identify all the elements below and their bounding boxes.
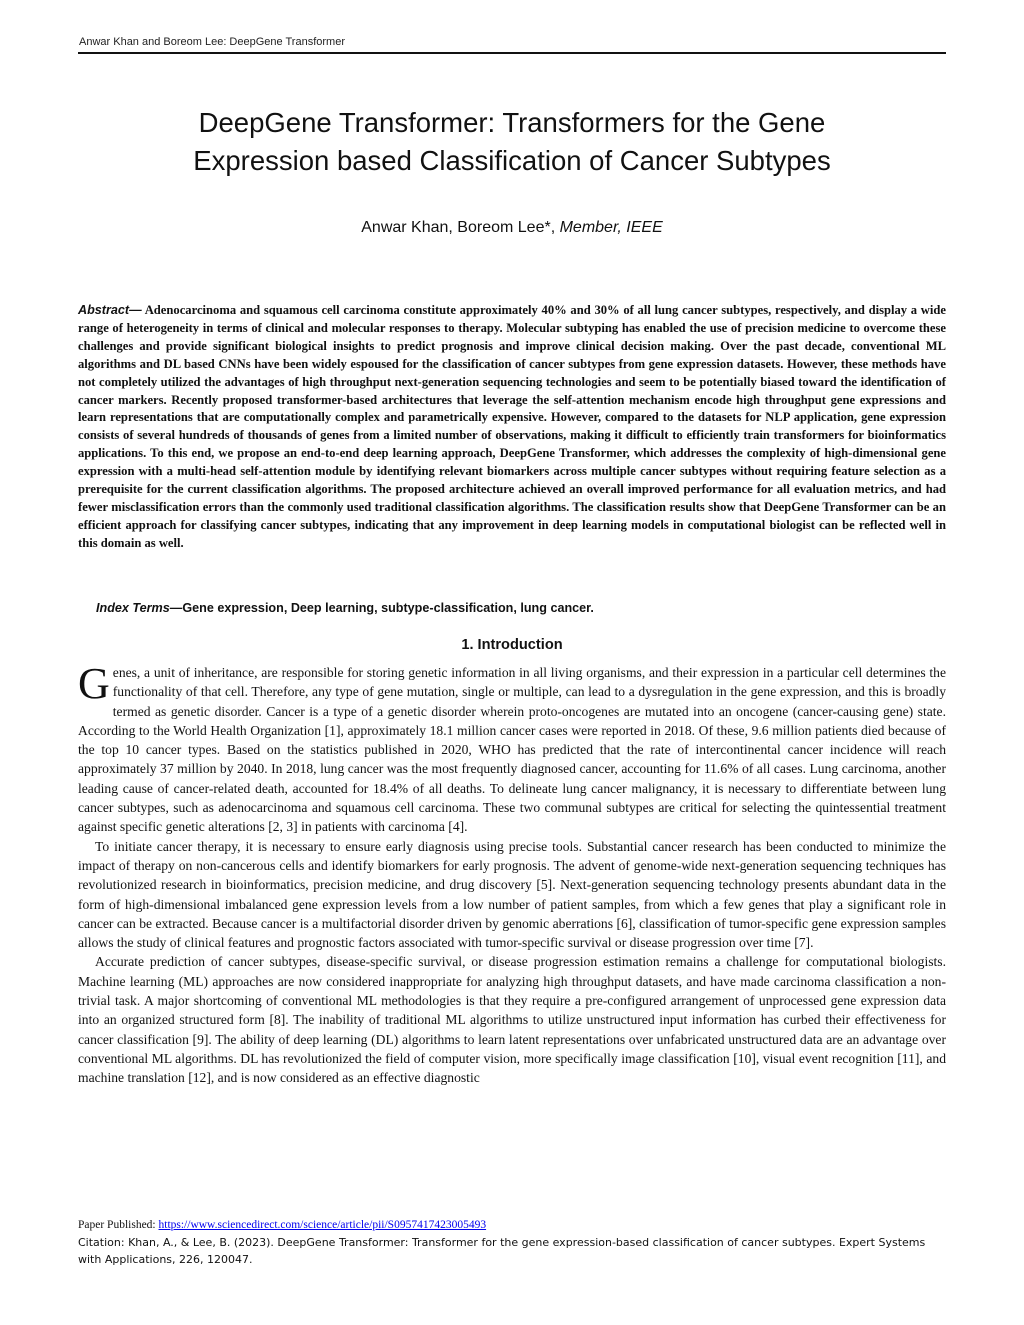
published-label: Paper Published: [78, 1219, 159, 1231]
body-paragraph-1 [78, 659, 946, 837]
index-terms-label: Index Terms [96, 601, 170, 615]
introduction-body [78, 659, 946, 1088]
body-paragraph-1-text: enes, a unit of inheritance, are responsible for storing genetic information in all living organisms, and their expression in a particular cell determines the functionality of that cell. Therefore, any type of gene mutation, single or multiple, can lead to a dysregulation in the gene expression, and this is broadly termed as genetic disorder. Cancer is a type of a genetic disorder wherein proto-oncogenes are mutated into an oncogene (cancer-causing gene) state. According to the World Health Organization [1], approximately 18.1 million cancer cases were reported in 2018. Of these, 9.6 million patients died because of the top 10 cancer types. Based on the statistics published in 2020, WHO has predicted that the rate of intercontinental cancer incidence will reach approximately 37 million by 2040. In 2018, lung cancer was the most frequently diagnosed cancer, accounting for 11.6% of all cases. Lung carcinoma, another leading cause of cancer-related death, accounted for 18.4% of all deaths. To delineate lung cancer malignancy, it is necessary to differentiate between lung cancer subtypes, such as adenocarcinoma and squamous cell carcinoma. These two communal subtypes are critical for selecting the quintessential treatment against specific genetic alterations [2, 3] in patients with carcinoma [4]. [78, 665, 946, 835]
abstract-label: Abstract— [78, 303, 142, 317]
header-rule [78, 52, 946, 54]
body-paragraph-2: To initiate cancer therapy, it is necessary to ensure early diagnosis using precise tools. Substantial cancer research has been conducted to minimize the impact of therapy on non-cancerous cells and identify biomarkers for early prognosis. The advent of genome-wide next-generation sequencing techniques has revolutionized research in bioinformatics, precision medicine, and drug discovery [5]. Next-generation sequencing technology presents abundant data in the form of high-dimensional imbalanced gene expression levels from a low number of patient samples, from which a few genes that play a significant role in cancer can be extracted. Because cancer is a multifactorial disorder driven by genomic aberrations [6], classification of tumor-specific gene expression samples allows the study of clinical features and prognostic factors associated with tumor-specific survival or disease progression over time [7]. [78, 838, 946, 951]
author-affiliation: Member, IEEE [559, 219, 663, 236]
abstract-text: Adenocarcinoma and squamous cell carcinoma constitute approximately 40% and 30% of all lung cancer subtypes, respectively, and display a wide range of heterogeneity in terms of clinical and molecular responses to therapy. Molecular subtyping has enabled the use of precision medicine to overcome these challenges and provide significant biological insights to predict prognosis and improve clinical decision making. Over the past decade, conventional ML algorithms and DL based CNNs have been widely espoused for the classification of cancer subtypes from gene expression datasets. However, these methods have not completely utilized the advantages of high throughput next-generation sequencing technologies and seem to be potentially biased toward the identification of cancer markers. Recently proposed transformer-based architectures that leverage the self-attention mechanism encode high throughput gene expressions and learn representations that are computationally complex and parametrically expensive. However, compared to the datasets for NLP application, gene expression consists of several hundreds of thousands of genes from a limited number of observations, making it difficult to efficiently train transformers for bioinformatics applications. To this end, we propose an end-to-end deep learning approach, DeepGene Transformer, which addresses the complexity of high-dimensional gene expression with a multi-head self-attention module by identifying relevant biomarkers across multiple cancer subtypes without requiring feature selection as a prerequisite for the current classification algorithms. The proposed architecture achieved an overall improved performance for all evaluation metrics, and had fewer misclassification errors than the commonly used traditional classification algorithms. The classification results show that DeepGene Transformer can be an efficient approach for classifying cancer subtypes, indicating that any improvement in deep learning models in computational biologist can be reflected well in this domain as well. [78, 303, 946, 550]
section-heading-introduction: 1. Introduction [461, 637, 563, 653]
index-terms-text: —Gene expression, Deep learning, subtype-classification, lung cancer. [169, 601, 594, 615]
citation: Citation: Khan, A., & Lee, B. (2023). DeepGene Transformer: Transformer for the gene expression-based classification of cancer subtypes. Expert Systems with Applications, 226, 120047. [78, 1236, 926, 1266]
author-names: Anwar Khan, Boreom Lee*, [361, 219, 560, 236]
index-terms [96, 601, 946, 615]
abstract [78, 302, 946, 553]
drop-cap: G [78, 659, 110, 708]
page-footer [78, 1219, 946, 1268]
published-note [78, 1219, 946, 1231]
running-header: Anwar Khan and Boreom Lee: DeepGene Transformer [79, 36, 345, 48]
title-line-2: Expression based Classification of Cancer Subtypes [193, 145, 831, 176]
title-line-1: DeepGene Transformer: Transformers for the Gene [198, 107, 826, 138]
body-paragraph-3: Accurate prediction of cancer subtypes, disease-specific survival, or disease progression estimation remains a challenge for computational biologists. Machine learning (ML) approaches are now considered inappropriate for analyzing high throughput datasets, and have made carcinoma classification a non-trivial task. A major shortcoming of conventional ML methodologies is that they require a pre-configured arrangement of unprocessed gene expression data into an organized structured form [8]. The inability of traditional ML algorithms to utilize unstructured input information has curbed their effectiveness for cancer classification [9]. The ability of deep learning (DL) algorithms to learn latent representations over unfabricated unstructured data are an advantage over conventional ML algorithms. DL has revolutionized the field of computer vision, more specifically image classification [10], visual event recognition [11], and machine translation [12], and is now considered as an effective diagnostic [78, 954, 946, 1086]
published-link[interactable]: https://www.sciencedirect.com/science/article/pii/S0957417423005493 [158, 1219, 487, 1231]
paper-title [60, 104, 964, 180]
author-list [60, 219, 964, 237]
